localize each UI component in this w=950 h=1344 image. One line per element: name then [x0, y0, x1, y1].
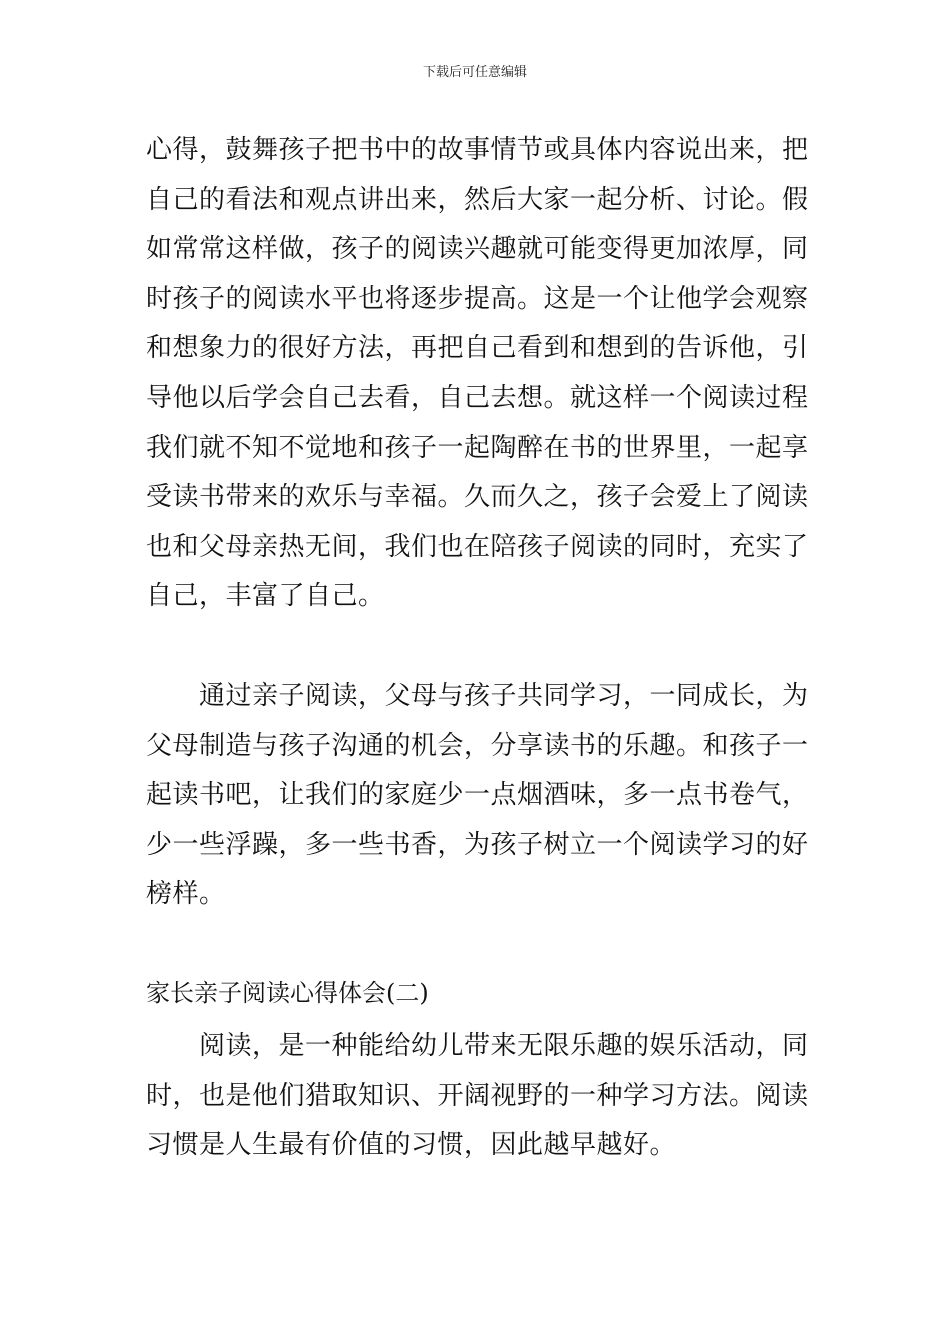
page-header: 下载后可任意编辑: [422, 65, 527, 80]
paragraph-3: 阅读，是一种能给幼儿带来无限乐趣的娱乐活动，同时，也是他们猎取知识、开阔视野的一种学习方法。阅读习惯是人生最有价值的习惯，因此越早越好。: [146, 1031, 809, 1161]
paragraph-2: 通过亲子阅读，父母与孩子共同学习，一同成长，为父母制造与孩子沟通的机会，分享读书的乐趣。和孩子一起读书吧，让我们的家庭少一点烟酒味，多一点书卷气，少一些浮躁，多一些书香，为孩子树立一个阅读学习的好榜样。: [146, 681, 809, 910]
section-heading: 家长亲子阅读心得体会(二): [146, 979, 429, 1007]
paragraph-1: 心得，鼓舞孩子把书中的故事情节或具体内容说出来，把自己的看法和观点讲出来，然后大家一起分析、讨论。假如常常这样做，孩子的阅读兴趣就可能变得更加浓厚，同时孩子的阅读水平也将逐步提高。这是一个让他学会观察和想象力的很好方法，再把自己看到和想到的告诉他，引导他以后学会自己去看，自己去想。就这样一个阅读过程我们就不知不觉地和孩子一起陶醉在书的世界里，一起享受读书带来的欢乐与幸福。久而久之，孩子会爱上了阅读也和父母亲热无间，我们也在陪孩子阅读的同时，充实了自己，丰富了自己。: [146, 135, 809, 612]
